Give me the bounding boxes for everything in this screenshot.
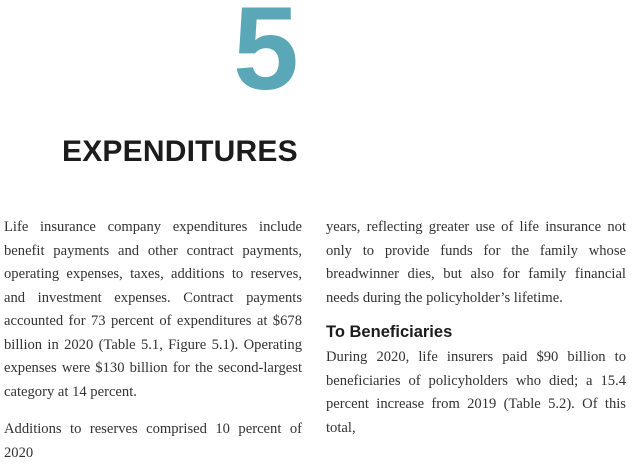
body-paragraph-continued: years, reflecting greater use of life insurance not only to provide funds for the family whose breadwinner dies, but also for family financial needs during the policyholder’s lifetime. (326, 219, 626, 306)
right-column (326, 216, 626, 440)
left-column (4, 216, 302, 465)
body-paragraph: During 2020, life insurers paid $90 billion to beneficiaries of policyholders who died; a 15.4 percent increase from 2019 (Table 5.2). Of this total, (326, 349, 626, 436)
chapter-number: 5 (233, 0, 299, 115)
chapter-title: EXPENDITURES (62, 135, 298, 168)
body-paragraph: Life insurance company expenditures include benefit payments and other contract payments, operating expenses, taxes, additions to reserves, and investment expenses. Contract payments accounted for 73 percent of expenditures at $678 billion in 2020 (Table 5.1, Figure 5.1). Operating expenses were $130 billion for the second-largest category at 14 percent. (4, 219, 302, 400)
section-subheading: To Beneficiaries (326, 323, 453, 341)
body-paragraph: Additions to reserves comprised 10 percent of 2020 (4, 421, 302, 461)
